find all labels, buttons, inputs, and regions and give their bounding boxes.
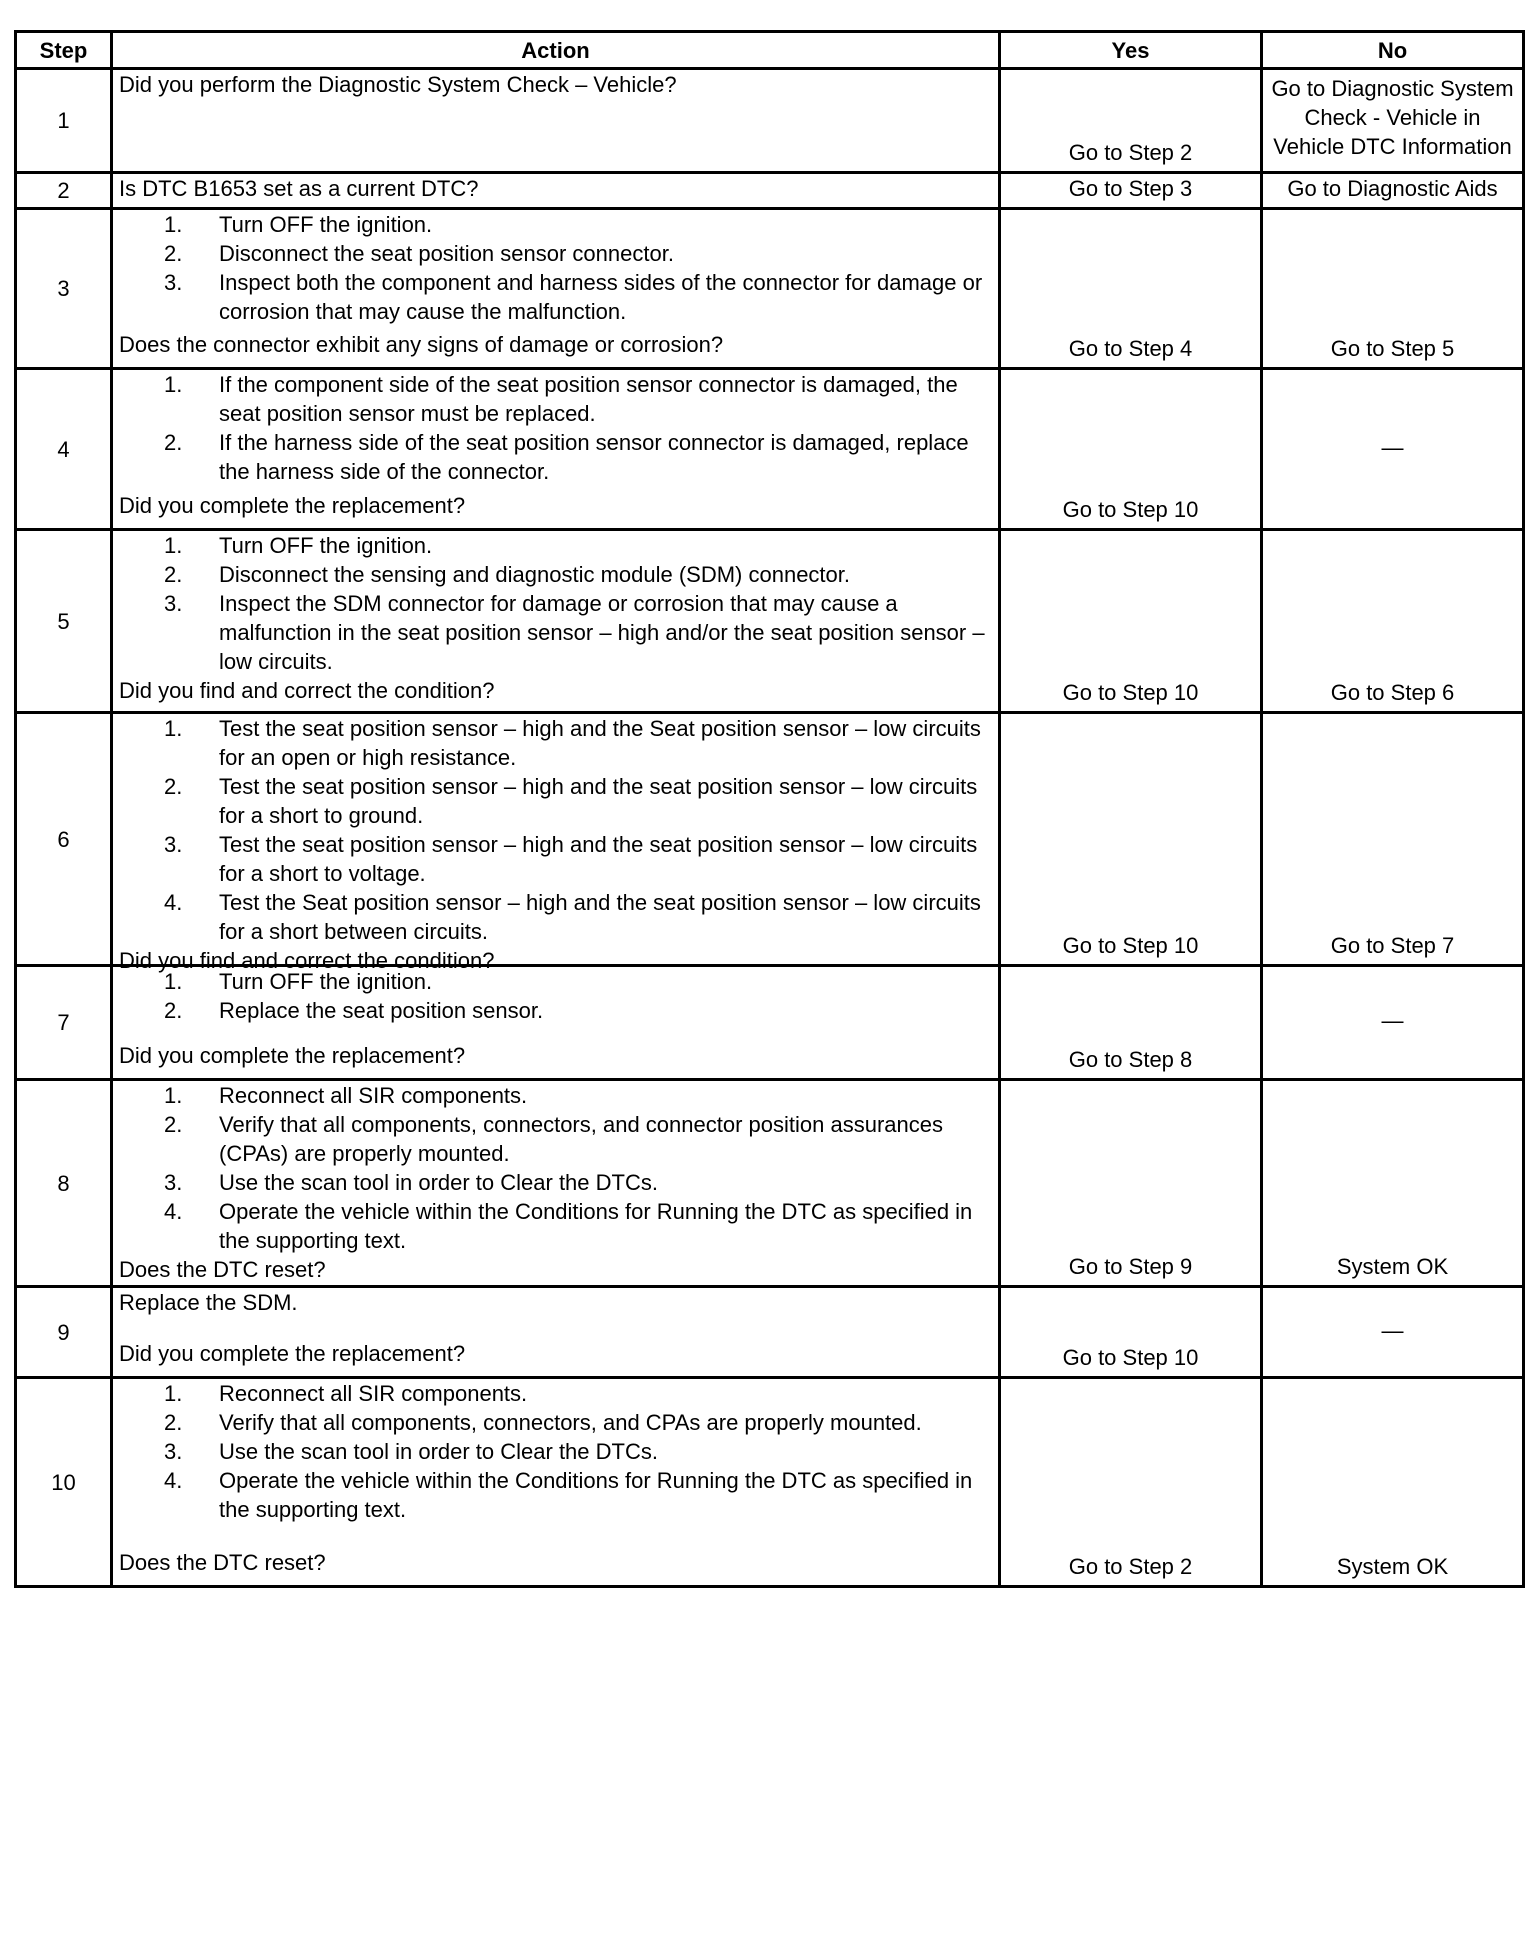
yes-result: Go to Step 3 [1000, 173, 1262, 209]
action-question: Does the connector exhibit any signs of damage or corrosion? [119, 332, 724, 357]
action-cell [112, 966, 1000, 1080]
action-step-item: 2. Disconnect the seat position sensor connector. [219, 239, 990, 268]
table-row [16, 1378, 1524, 1587]
action-step-item: 1. Reconnect all SIR components. [219, 1081, 990, 1110]
action-cell [112, 209, 1000, 369]
action-step-item: 2. Verify that all components, connectors, and CPAs are properly mounted. [219, 1408, 990, 1437]
action-intro: Is DTC B1653 set as a current DTC? [119, 176, 479, 201]
action-step-item: 2. If the harness side of the seat position sensor connector is damaged, replace the harness side of the connector. [219, 428, 990, 486]
table-row [16, 69, 1524, 173]
no-result: System OK [1262, 1378, 1524, 1587]
action-steps-list [119, 1379, 990, 1524]
yes-result: Go to Step 10 [1000, 369, 1262, 530]
action-step-item: 4. Operate the vehicle within the Conditions for Running the DTC as specified in the supporting text. [219, 1466, 990, 1524]
action-cell [112, 69, 1000, 173]
action-cell [112, 1378, 1000, 1587]
no-result: — [1262, 966, 1524, 1080]
step-number: 8 [16, 1080, 112, 1287]
action-steps-list [119, 370, 990, 486]
action-step-item: 1. Turn OFF the ignition. [219, 531, 990, 560]
table-row [16, 209, 1524, 369]
table-row [16, 713, 1524, 966]
action-question: Did you complete the replacement? [119, 493, 466, 518]
action-step-item: 2. Verify that all components, connectors, and connector position assurances (CPAs) are properly mounted. [219, 1110, 990, 1168]
action-cell [112, 713, 1000, 973]
action-cell [112, 530, 1000, 713]
no-result: — [1262, 1287, 1524, 1378]
action-step-item: 4. Operate the vehicle within the Conditions for Running the DTC as specified in the supporting text. [219, 1197, 990, 1255]
no-result: Go to Diagnostic System Check - Vehicle in Vehicle DTC Information [1262, 69, 1524, 173]
action-steps-list [119, 210, 990, 326]
action-cell [112, 173, 1000, 209]
header-no: No [1262, 32, 1524, 69]
yes-result: Go to Step 8 [1000, 966, 1262, 1080]
yes-result: Go to Step 2 [1000, 69, 1262, 173]
action-step-item: 3. Inspect the SDM connector for damage or corrosion that may cause a malfunction in the seat position sensor – high and/or the seat position sensor – low circuits. [219, 589, 990, 676]
table-row [16, 1287, 1524, 1378]
step-number: 6 [16, 713, 112, 966]
action-step-item: 2. Disconnect the sensing and diagnostic module (SDM) connector. [219, 560, 990, 589]
action-step-item: 1. Test the seat position sensor – high and the Seat position sensor – low circuits for an open or high resistance. [219, 714, 990, 772]
action-step-item: 1. Turn OFF the ignition. [219, 210, 990, 239]
diagnostic-table [14, 30, 1525, 1588]
action-step-item: 2. Replace the seat position sensor. [219, 996, 990, 1025]
action-step-item: 3. Use the scan tool in order to Clear the DTCs. [219, 1437, 990, 1466]
table-row [16, 966, 1524, 1080]
step-number: 2 [16, 173, 112, 209]
no-result: Go to Step 5 [1262, 209, 1524, 369]
step-number: 5 [16, 530, 112, 713]
step-number: 4 [16, 369, 112, 530]
header-yes: Yes [1000, 32, 1262, 69]
header-row [16, 32, 1524, 69]
header-action: Action [112, 32, 1000, 69]
step-number: 3 [16, 209, 112, 369]
yes-result: Go to Step 10 [1000, 530, 1262, 713]
action-intro: Did you perform the Diagnostic System Check – Vehicle? [119, 72, 677, 97]
action-step-item: 3. Inspect both the component and harness sides of the connector for damage or corrosion that may cause the malfunction. [219, 268, 990, 326]
no-result: System OK [1262, 1080, 1524, 1287]
no-result: Go to Diagnostic Aids [1262, 173, 1524, 209]
yes-result: Go to Step 4 [1000, 209, 1262, 369]
action-steps-list [119, 967, 990, 1025]
action-question: Did you complete the replacement? [119, 1043, 466, 1068]
action-step-item: 3. Test the seat position sensor – high and the seat position sensor – low circuits for a short to voltage. [219, 830, 990, 888]
action-question: Does the DTC reset? [119, 1550, 326, 1575]
header-step: Step [16, 32, 112, 69]
action-cell [112, 1080, 1000, 1287]
action-step-item: 1. If the component side of the seat position sensor connector is damaged, the seat position sensor must be replaced. [219, 370, 990, 428]
yes-result: Go to Step 9 [1000, 1080, 1262, 1287]
step-number: 10 [16, 1378, 112, 1587]
action-step-item: 1. Turn OFF the ignition. [219, 967, 990, 996]
step-number: 9 [16, 1287, 112, 1378]
action-cell [112, 1287, 1000, 1378]
action-steps-list [119, 714, 990, 946]
action-step-item: 4. Test the Seat position sensor – high and the seat position sensor – low circuits for a short between circuits. [219, 888, 990, 946]
action-question: Did you find and correct the condition? [119, 948, 495, 973]
action-question: Did you complete the replacement? [119, 1341, 466, 1366]
table-row [16, 530, 1524, 713]
action-intro: Replace the SDM. [119, 1290, 298, 1315]
yes-result: Go to Step 2 [1000, 1378, 1262, 1587]
step-number: 7 [16, 966, 112, 1080]
action-step-item: 2. Test the seat position sensor – high and the seat position sensor – low circuits for a short to ground. [219, 772, 990, 830]
action-cell [112, 369, 1000, 530]
table-row [16, 369, 1524, 530]
action-step-item: 1. Reconnect all SIR components. [219, 1379, 990, 1408]
action-steps-list [119, 1081, 990, 1255]
no-result: Go to Step 6 [1262, 530, 1524, 713]
no-result: Go to Step 7 [1262, 713, 1524, 966]
action-question: Does the DTC reset? [119, 1257, 326, 1282]
yes-result: Go to Step 10 [1000, 713, 1262, 966]
action-step-item: 3. Use the scan tool in order to Clear the DTCs. [219, 1168, 990, 1197]
action-question: Did you find and correct the condition? [119, 678, 495, 703]
table-row [16, 173, 1524, 209]
no-result: — [1262, 369, 1524, 530]
step-number: 1 [16, 69, 112, 173]
table-row [16, 1080, 1524, 1287]
yes-result: Go to Step 10 [1000, 1287, 1262, 1378]
action-steps-list [119, 531, 990, 676]
